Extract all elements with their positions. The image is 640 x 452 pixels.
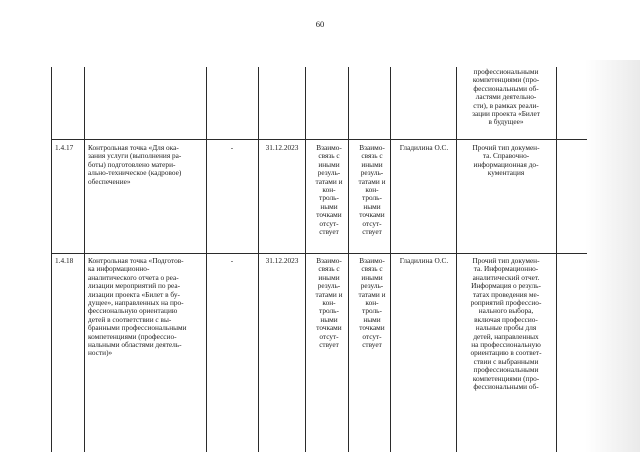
type-cell: [458, 257, 554, 392]
text-line: татами и: [315, 289, 343, 299]
text-line: ально-техническое (кадровое): [88, 168, 182, 178]
text-line: троль-: [362, 193, 382, 203]
text-line: в будущее»: [488, 117, 524, 127]
scan-edge-shadow: [585, 60, 640, 452]
text-line: Прочий тип докумен-: [472, 257, 540, 265]
dash-cell: -: [230, 144, 234, 152]
text-line: бранными профессиональными: [88, 323, 187, 333]
text-line: связь с: [361, 151, 383, 161]
text-line: лизации проекта «Билет в бу-: [88, 289, 180, 299]
text-line: ствует: [362, 227, 382, 237]
relation-cell: [350, 144, 394, 236]
text-line: профессиональными: [473, 365, 539, 375]
text-line: ными: [363, 201, 381, 211]
text-line: точками: [316, 210, 342, 220]
text-line: Прочий тип докумен-: [472, 144, 540, 152]
text-line: включая профессио-: [474, 314, 538, 324]
row-number: 1.4.18: [55, 257, 74, 265]
text-line: связь с: [318, 151, 340, 161]
column-border: [556, 67, 557, 452]
column-border: [206, 67, 207, 452]
text-line: троль-: [319, 193, 339, 203]
text-line: та. Информационно-: [473, 264, 539, 274]
text-line: нальные пробы для: [475, 323, 537, 333]
text-line: зации проекта «Билет: [472, 109, 540, 119]
text-line: обеспечение»: [88, 176, 131, 186]
text-line: точками: [359, 210, 385, 220]
text-line: детей в соответствии с вы-: [88, 314, 172, 324]
name-cell: [88, 257, 203, 358]
text-line: резуль-: [317, 281, 341, 291]
text-line: профессиональными: [473, 68, 539, 76]
text-line: ориентацию в соответ-: [470, 348, 542, 358]
text-line: та. Справочно-: [482, 151, 530, 161]
row-separator: [51, 253, 587, 254]
text-line: резуль-: [360, 281, 384, 291]
type-cell-continued: [458, 68, 554, 127]
name-cell: [88, 144, 203, 186]
text-line: кон-: [322, 298, 336, 308]
text-line: дущее», направленных на про-: [88, 298, 184, 308]
text-line: кон-: [365, 298, 379, 308]
text-line: ности)»: [88, 348, 113, 358]
text-line: ными: [363, 314, 381, 324]
relation-cell: [350, 257, 394, 349]
text-line: аналитический отчет.: [472, 272, 540, 282]
text-line: кон-: [365, 185, 379, 195]
text-line: кон-: [322, 185, 336, 195]
text-line: фессиональными об-: [473, 382, 539, 392]
date-cell: 31.12.2023: [265, 144, 299, 152]
text-line: компетенциями (про-: [472, 373, 540, 383]
text-line: Контрольная точка «Подготов-: [88, 257, 184, 265]
text-line: татах проведения ме-: [472, 289, 540, 299]
text-line: ствует: [362, 340, 382, 350]
text-line: ными: [320, 314, 338, 324]
text-line: отсут-: [362, 218, 382, 228]
text-line: Информация о резуль-: [471, 281, 541, 291]
text-line: ка информационно-: [88, 264, 150, 274]
text-line: связь с: [361, 264, 383, 274]
text-line: ластями деятельно-: [475, 92, 537, 102]
text-line: отсут-: [319, 218, 339, 228]
text-line: лизации мероприятий по реа-: [88, 281, 181, 291]
text-line: иными: [361, 272, 383, 282]
text-line: татами и: [358, 289, 386, 299]
text-line: ствии с выбранными: [473, 356, 539, 366]
text-line: фессиональными об-: [473, 83, 539, 93]
text-line: боты) подготовлено матери-: [88, 159, 176, 169]
text-line: иными: [361, 159, 383, 169]
relation-cell: [307, 257, 351, 349]
text-line: Взаимо-: [316, 144, 342, 152]
column-border: [51, 67, 52, 452]
text-line: Взаимо-: [359, 144, 385, 152]
text-line: Взаимо-: [359, 257, 385, 265]
text-line: кументация: [487, 168, 525, 178]
text-line: отсут-: [362, 331, 382, 341]
text-line: детей, направленных: [473, 331, 539, 341]
text-line: троль-: [362, 306, 382, 316]
text-line: точками: [316, 323, 342, 333]
text-line: троль-: [319, 306, 339, 316]
text-line: Контрольная точка «Для ока-: [88, 144, 179, 152]
text-line: ными: [320, 201, 338, 211]
text-line: резуль-: [360, 168, 384, 178]
page-number: 60: [315, 19, 325, 29]
relation-cell: [307, 144, 351, 236]
text-line: компетенциями (про-: [472, 75, 540, 85]
text-line: ствует: [319, 227, 339, 237]
text-line: информационная до-: [473, 159, 539, 169]
type-cell: [458, 144, 554, 178]
text-line: сти), в рамках реали-: [473, 100, 539, 110]
text-line: Взаимо-: [316, 257, 342, 265]
text-line: фессиональную ориентацию: [88, 306, 178, 316]
text-line: связь с: [318, 264, 340, 274]
text-line: иными: [318, 272, 340, 282]
responsible-cell: Гладилина О.С.: [399, 257, 449, 265]
row-number: 1.4.17: [55, 144, 74, 152]
row-separator: [51, 139, 587, 140]
text-line: зания услуги (выполнения ра-: [88, 151, 182, 161]
text-line: компетенциями (профессио-: [88, 331, 177, 341]
column-border: [456, 67, 457, 452]
dash-cell: -: [230, 257, 234, 265]
date-cell: 31.12.2023: [265, 257, 299, 265]
text-line: иными: [318, 159, 340, 169]
plan-table: [51, 67, 587, 452]
text-line: роприятий профессио-: [470, 298, 542, 308]
text-line: нальными областями деятель-: [88, 340, 182, 350]
text-line: татами и: [358, 176, 386, 186]
text-line: ствует: [319, 340, 339, 350]
text-line: резуль-: [317, 168, 341, 178]
text-line: на профессиональную: [471, 340, 541, 350]
text-line: отсут-: [319, 331, 339, 341]
text-line: нального выбора,: [478, 306, 534, 316]
text-line: татами и: [315, 176, 343, 186]
text-line: аналитического отчета о реа-: [88, 272, 179, 282]
text-line: точками: [359, 323, 385, 333]
responsible-cell: Гладилина О.С.: [399, 144, 449, 152]
